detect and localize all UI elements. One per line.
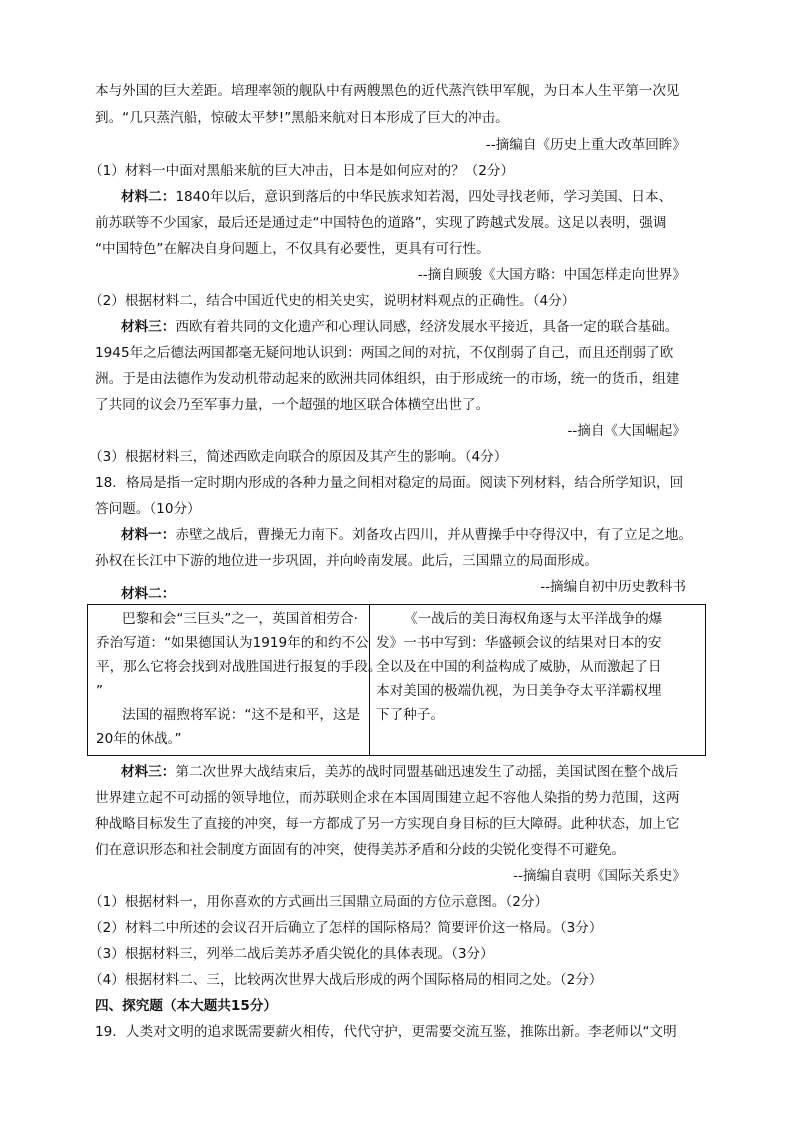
text-line: 种战略目标发生了直接的冲突，每一方都成了另一方实现自身目标的巨大障碍。此种状态，加上它 xyxy=(95,816,680,832)
cell-line: 全以及在中国的利益构成了威胁，从而激起了日 xyxy=(376,659,662,675)
source-citation: --摘编自袁明《国际关系史》 xyxy=(513,868,686,884)
material-label: 材料一： xyxy=(121,527,176,543)
material-label: 材料二： xyxy=(121,189,176,205)
material-2-table xyxy=(87,604,706,756)
question-18-3: （3）根据材料三，列举二战后美苏矛盾尖锐化的具体表现。（3分） xyxy=(89,946,494,962)
text-line: 到。“几只蒸汽船，惊破太平梦!”黑船来航对日本形成了巨大的冲击。 xyxy=(95,110,509,126)
text-line: 了共同的议会乃至军事力量，一个超强的地区联合体横空出世了。 xyxy=(95,397,490,413)
text-span: 1840年以后，意识到落后的中华民族求知若渴，四处寻找老师，学习美国、日本、 xyxy=(175,189,673,205)
question-18-2: （2）材料二中所述的会议召开后确立了怎样的国际格局？简要评价这一格局。（3分） xyxy=(89,920,603,936)
text-line: “中国特色”在解决自身问题上，不仅具有必要性，更具有可行性。 xyxy=(95,241,490,257)
question-3: （3）根据材料三，简述西欧走向联合的原因及其产生的影响。（4分） xyxy=(89,449,508,465)
text-line: 本与外国的巨大差距。培理率领的舰队中有两艘黑色的近代蒸汽铁甲军舰，为日本人生平第一次见 xyxy=(95,83,680,99)
cell-line: 发》一书中写到：华盛顿会议的结果对日本的安 xyxy=(376,635,662,651)
cell-line: 平，那么它将会找到对战胜国进行报复的手段。 xyxy=(96,659,382,675)
cell-line: 巴黎和会“三巨头”之一，英国首相劳合· xyxy=(122,611,358,627)
text-line: 1945年之后德法两国都毫无疑问地认识到：两国之间的对抗，不仅削弱了自己，而且还削弱了欧 xyxy=(95,345,674,361)
cell-line: 本对美国的极端仇视，为日美争夺太平洋霸权埋 xyxy=(376,683,662,699)
paragraph-material-2 xyxy=(121,187,672,207)
text-line: 洲。于是由法德作为发动机带动起来的欧洲共同体组织，由于形成统一的市场，统一的货币，组建 xyxy=(95,371,680,387)
question-18-stem: 18．格局是指一定时期内形成的各种力量之间相对稳定的局面。阅读下列材料，结合所学知识，回 xyxy=(95,475,684,491)
text-line: 前苏联等不少国家，最后还是通过走“中国特色的道路”，实现了跨越式发展。这足以表明，强调 xyxy=(95,215,667,231)
text-span: 西欧有着共同的文化遗产和心理认同感，经济发展水平接近，具备一定的联合基础。 xyxy=(175,319,679,335)
paragraph-material-3b xyxy=(121,762,678,782)
question-18-4: （4）根据材料二、三，比较两次世界大战后形成的两个国际格局的相同之处。（2分） xyxy=(89,972,603,988)
text-line: 孙权在长江中下游的地位进一步巩固，并向岭南发展。此后，三国鼎立的局面形成。 xyxy=(95,553,598,569)
text-line: 世界建立起不可动摇的领导地位，而苏联则企求在本国周围建立起不容他人染指的势力范围，这两 xyxy=(95,790,680,806)
paragraph-material-1 xyxy=(121,525,692,545)
material-label: 材料三： xyxy=(121,319,176,335)
cell-line: 下了种子。 xyxy=(376,707,444,723)
source-citation: --摘编自《历史上重大改革回眸》 xyxy=(485,137,686,153)
cell-line: 法国的福煦将军说：“这不是和平，这是 xyxy=(122,707,361,723)
text-span: 赤壁之战后，曹操无力南下。刘备攻占四川，并从曹操手中夺得汉中，有了立足之地。 xyxy=(175,527,692,543)
cell-line: 乔治写道：“如果德国认为1919年的和约不公 xyxy=(96,635,369,651)
section-heading: 四、探究题（本大题共15分） xyxy=(95,998,278,1014)
table-divider xyxy=(369,605,370,755)
paragraph-material-3 xyxy=(121,317,678,337)
material-label: 材料三： xyxy=(121,764,176,780)
text-line: 们在意识形态和社会制度方面固有的冲突，使得美苏矛盾和分歧的尖锐化变得不可避免。 xyxy=(95,842,626,858)
question-1: （1）材料一中面对黑船来航的巨大冲击，日本是如何应对的？（2分） xyxy=(89,163,515,179)
question-18-1: （1）根据材料一，用你喜欢的方式画出三国鼎立局面的方位示意图。（2分） xyxy=(89,894,549,910)
cell-line: 20年的休战。” xyxy=(96,731,182,747)
cell-line: ” xyxy=(96,683,104,699)
source-citation: --摘自《大国崛起》 xyxy=(567,423,686,439)
source-citation: --摘自顾骏《大国方略：中国怎样走向世界》 xyxy=(417,267,686,283)
source-citation: --摘编自初中历史教科书 xyxy=(540,579,686,595)
question-2: （2）根据材料二，结合中国近代史的相关史实，说明材料观点的正确性。（4分） xyxy=(89,293,576,309)
text-line: 答问题。（10分） xyxy=(95,501,201,517)
material-label: 材料二： xyxy=(121,586,176,602)
text-span: 第二次世界大战结束后，美苏的战时同盟基础迅速发生了动摇，美国试图在整个战后 xyxy=(175,764,679,780)
cell-line: 《一战后的美日海权角逐与太平洋战争的爆 xyxy=(404,611,663,627)
question-19-stem: 19．人类对文明的追求既需要薪火相传，代代守护，更需要交流互鉴，推陈出新。李老师以“文明 xyxy=(95,1024,677,1040)
